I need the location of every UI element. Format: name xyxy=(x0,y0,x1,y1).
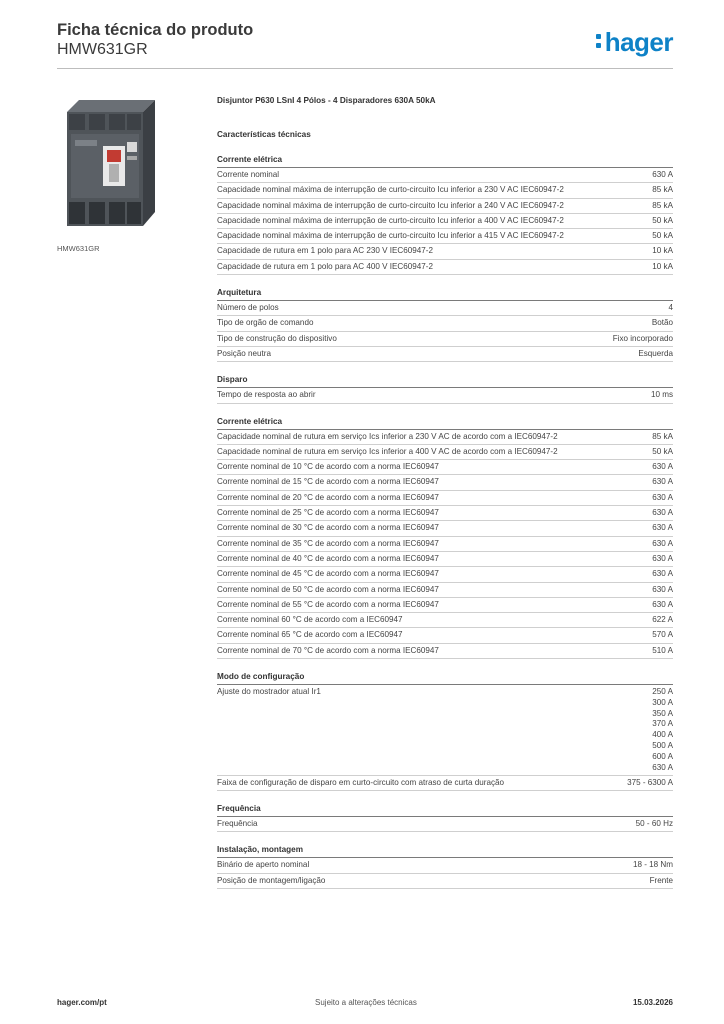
spec-row xyxy=(217,332,673,347)
spec-value-item: 4 xyxy=(668,303,673,313)
spec-row xyxy=(217,301,673,316)
spec-section xyxy=(217,375,673,403)
spec-row xyxy=(217,552,673,567)
spec-value-item: 85 kA xyxy=(652,200,673,210)
spec-value xyxy=(636,819,673,830)
spec-label: Corrente nominal de 20 °C de acordo com a norma IEC60947 xyxy=(217,492,439,502)
spec-value-item: 630 A xyxy=(652,569,673,579)
spec-value xyxy=(633,860,673,871)
spec-label: Corrente nominal de 15 °C de acordo com a norma IEC60947 xyxy=(217,477,439,487)
spec-row xyxy=(217,316,673,331)
spec-value-item: 630 A xyxy=(652,170,673,179)
spec-value-item: 600 A xyxy=(652,751,673,761)
spec-value-item: 10 kA xyxy=(652,246,673,256)
spec-label: Tipo de orgão de comando xyxy=(217,318,314,328)
spec-content xyxy=(217,96,673,889)
spec-label: Corrente nominal de 25 °C de acordo com a norma IEC60947 xyxy=(217,508,439,518)
spec-value xyxy=(652,523,673,534)
spec-label: Corrente nominal de 70 °C de acordo com a norma IEC60947 xyxy=(217,645,439,655)
spec-label: Posição de montagem/ligação xyxy=(217,875,326,885)
spec-section xyxy=(217,288,673,362)
spec-row xyxy=(217,644,673,659)
spec-label: Frequência xyxy=(217,819,258,829)
spec-value-item: 630 A xyxy=(652,599,673,609)
circuit-breaker-image xyxy=(57,94,175,236)
spec-label: Número de polos xyxy=(217,303,279,313)
spec-row xyxy=(217,491,673,506)
spec-value xyxy=(651,390,673,401)
spec-value xyxy=(652,554,673,565)
spec-label: Corrente nominal de 10 °C de acordo com a norma IEC60947 xyxy=(217,462,439,472)
spec-value-item: 50 kA xyxy=(652,215,673,225)
spec-label: Faixa de configuração de disparo em curto-circuito com atraso de curta duração xyxy=(217,777,505,787)
spec-section xyxy=(217,804,673,832)
spec-value xyxy=(613,334,673,345)
spec-value xyxy=(652,477,673,488)
spec-row xyxy=(217,685,673,776)
spec-value-item: 50 kA xyxy=(652,446,673,456)
spec-value-item: 630 A xyxy=(652,553,673,563)
spec-value-item: 570 A xyxy=(652,630,673,640)
spec-row xyxy=(217,229,673,244)
spec-section xyxy=(217,672,673,791)
spec-value xyxy=(652,630,673,641)
spec-label: Corrente nominal de 30 °C de acordo com a norma IEC60947 xyxy=(217,523,439,533)
spec-row xyxy=(217,598,673,613)
spec-label: Capacidade de rutura em 1 polo para AC 400 V IEC60947-2 xyxy=(217,261,433,271)
spec-value xyxy=(652,231,673,242)
spec-value-item: 500 A xyxy=(652,741,673,750)
spec-row xyxy=(217,613,673,628)
spec-value xyxy=(652,508,673,519)
spec-value xyxy=(652,185,673,196)
spec-value-item: 630 A xyxy=(652,523,673,533)
spec-value xyxy=(638,349,673,360)
spec-label: Capacidade de rutura em 1 polo para AC 230 V IEC60947-2 xyxy=(217,246,433,256)
hager-logo xyxy=(596,28,673,56)
product-reference: HMW631GR xyxy=(57,41,148,58)
spec-value xyxy=(652,539,673,550)
spec-row xyxy=(217,445,673,460)
spec-value-item: 630 A xyxy=(652,762,673,772)
footer-notice: Sujeito a alterações técnicas xyxy=(315,998,417,1007)
spec-label: Corrente nominal 65 °C de acordo com a IEC60947 xyxy=(217,630,403,640)
spec-value xyxy=(627,778,673,789)
spec-label: Binário de aperto nominal xyxy=(217,860,310,870)
spec-row xyxy=(217,537,673,552)
spec-row xyxy=(217,817,673,832)
spec-value-item: 350 A xyxy=(652,708,673,718)
spec-row xyxy=(217,583,673,598)
spec-value xyxy=(652,462,673,473)
spec-value xyxy=(652,246,673,257)
spec-row xyxy=(217,776,673,791)
spec-value xyxy=(652,600,673,611)
spec-label: Ajuste do mostrador atual Ir1 xyxy=(217,687,321,697)
page-header xyxy=(57,20,673,70)
spec-value-item: 85 kA xyxy=(652,431,673,441)
spec-section xyxy=(217,155,673,275)
spec-value-item: 10 kA xyxy=(652,261,673,271)
spec-row xyxy=(217,388,673,403)
spec-value-item: 400 A xyxy=(652,730,673,740)
spec-value xyxy=(652,646,673,657)
spec-label: Corrente nominal de 40 °C de acordo com a norma IEC60947 xyxy=(217,553,439,563)
footer-website: hager.com/pt xyxy=(57,998,107,1007)
spec-value-item: 10 ms xyxy=(650,390,673,400)
spec-row xyxy=(217,168,673,183)
spec-row xyxy=(217,475,673,490)
spec-value-item: 375 - 6300 A xyxy=(627,777,673,787)
logo-text: hager xyxy=(604,27,673,57)
spec-value xyxy=(652,447,673,458)
spec-value-item: 630 A xyxy=(652,538,673,548)
spec-value-item: Botão xyxy=(651,318,673,328)
section-title: Disparo xyxy=(217,375,673,388)
spec-value-item: 630 A xyxy=(652,584,673,594)
image-caption: HMW631GR xyxy=(57,244,100,253)
spec-row xyxy=(217,214,673,229)
spec-value-item: 300 A xyxy=(652,697,673,707)
spec-sections xyxy=(217,155,673,889)
spec-row xyxy=(217,347,673,362)
spec-value xyxy=(652,432,673,443)
spec-value-item: 370 A xyxy=(652,719,673,729)
page-title: Ficha técnica do produto xyxy=(57,21,254,39)
spec-row xyxy=(217,244,673,259)
spec-section xyxy=(217,417,673,659)
spec-label: Tipo de construção do dispositivo xyxy=(217,333,337,343)
spec-value xyxy=(650,876,673,887)
spec-value-item: 250 A xyxy=(652,687,673,697)
section-title: Corrente elétrica xyxy=(217,417,673,430)
spec-value-item: 630 A xyxy=(652,462,673,472)
spec-value-item: 630 A xyxy=(652,477,673,487)
spec-row xyxy=(217,628,673,643)
section-title: Arquitetura xyxy=(217,288,673,301)
spec-row xyxy=(217,460,673,475)
spec-value xyxy=(652,585,673,596)
spec-label: Corrente nominal de 55 °C de acordo com a norma IEC60947 xyxy=(217,599,439,609)
spec-label: Capacidade nominal máxima de interrupção de curto-circuito Icu inferior a 230 V AC IEC60947-2 xyxy=(217,185,564,195)
spec-value-item: 630 A xyxy=(652,492,673,502)
spec-row xyxy=(217,858,673,873)
logo-dots-icon xyxy=(596,34,602,52)
spec-label: Corrente nominal de 50 °C de acordo com a norma IEC60947 xyxy=(217,584,439,594)
spec-value-item: 18 - 18 Nm xyxy=(632,860,673,870)
spec-value-item: 50 kA xyxy=(652,231,673,241)
spec-value xyxy=(652,318,673,329)
spec-value xyxy=(652,216,673,227)
spec-section xyxy=(217,845,673,889)
spec-label: Capacidade nominal máxima de interrupção de curto-circuito Icu inferior a 400 V AC IEC60947-2 xyxy=(217,215,564,225)
spec-label: Corrente nominal xyxy=(217,170,280,179)
section-title: Modo de configuração xyxy=(217,672,673,685)
spec-value xyxy=(652,170,673,181)
spec-label: Corrente nominal 60 °C de acordo com a IEC60947 xyxy=(217,615,403,625)
spec-value xyxy=(668,303,673,314)
spec-label: Capacidade nominal máxima de interrupção de curto-circuito Icu inferior a 240 V AC IEC60947-2 xyxy=(217,200,564,210)
spec-value-item: 85 kA xyxy=(652,185,673,195)
spec-value xyxy=(652,615,673,626)
section-title: Frequência xyxy=(217,804,673,817)
spec-value-item: 622 A xyxy=(652,615,673,625)
spec-value-item: 50 - 60 Hz xyxy=(635,819,673,829)
spec-label: Capacidade nominal máxima de interrupção de curto-circuito Icu inferior a 415 V AC IEC60947-2 xyxy=(217,231,564,241)
section-title: Instalação, montagem xyxy=(217,845,673,858)
characteristics-heading: Características técnicas xyxy=(217,130,311,139)
spec-row xyxy=(217,199,673,214)
spec-value xyxy=(652,262,673,273)
spec-label: Tempo de resposta ao abrir xyxy=(217,390,316,400)
spec-label: Capacidade nominal de rutura em serviço Ics inferior a 230 V AC de acordo com a IEC60947-2 xyxy=(217,431,558,441)
spec-row xyxy=(217,506,673,521)
spec-value-item: 510 A xyxy=(652,645,673,655)
spec-value-item: 630 A xyxy=(652,508,673,518)
header-divider xyxy=(57,68,673,69)
spec-value xyxy=(652,493,673,504)
spec-value-item: Esquerda xyxy=(638,348,673,358)
spec-row xyxy=(217,567,673,582)
spec-label: Corrente nominal de 35 °C de acordo com a norma IEC60947 xyxy=(217,538,439,548)
section-title: Corrente elétrica xyxy=(217,155,673,168)
spec-value-item: Fixo incorporado xyxy=(612,333,673,343)
footer-date: 15.03.2026 xyxy=(632,998,673,1007)
spec-label: Capacidade nominal de rutura em serviço Ics inferior a 400 V AC de acordo com a IEC60947-2 xyxy=(217,446,558,456)
spec-row xyxy=(217,260,673,275)
spec-label: Corrente nominal de 45 °C de acordo com a norma IEC60947 xyxy=(217,569,439,579)
spec-row xyxy=(217,874,673,889)
spec-value xyxy=(652,201,673,212)
spec-value xyxy=(652,569,673,580)
spec-value-item: Frente xyxy=(649,875,673,885)
spec-row xyxy=(217,521,673,536)
spec-value xyxy=(652,687,673,773)
product-description: Disjuntor P630 LSnI 4 Pólos - 4 Disparadores 630A 50kA xyxy=(217,96,436,105)
spec-row xyxy=(217,430,673,445)
spec-row xyxy=(217,183,673,198)
spec-label: Posição neutra xyxy=(217,348,271,358)
